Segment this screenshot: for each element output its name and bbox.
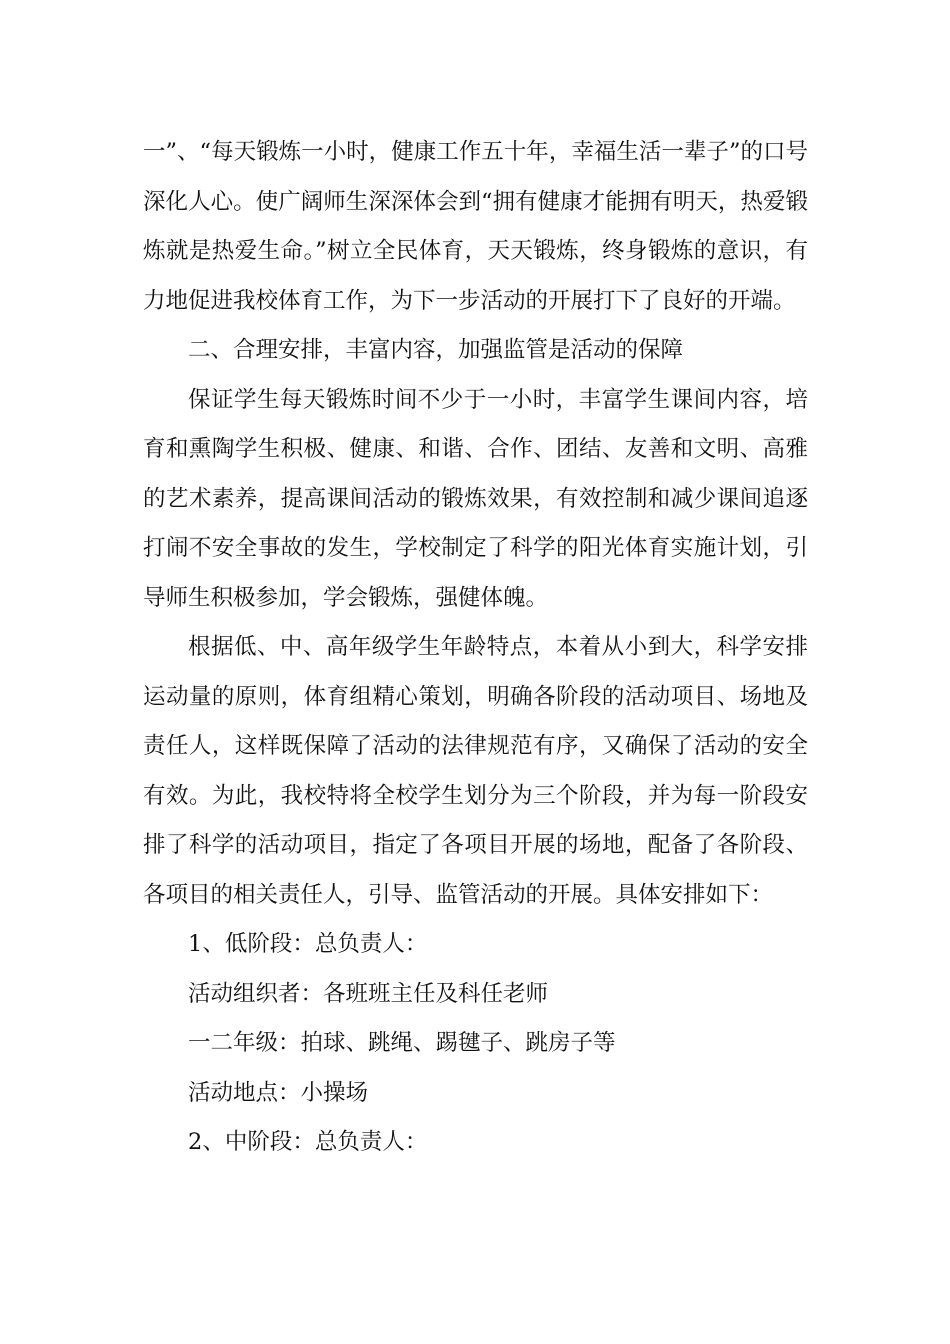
paragraph-arrangement: 根据低、中、高年级学生年龄特点，本着从小到大，科学安排运动量的原则，体育组精心策划，明确各阶段的活动项目、场地及责任人，这样既保障了活动的法律规范有序，又确保了活动的安全有效。为此，我校特将全校学生划分为三个阶段，并为每一阶段安排了科学的活动项目，指定了各项目开展的场地，配备了各阶段、各项目的相关责任人，引导、监管活动的开展。具体安排如下： — [143, 634, 808, 908]
paragraph-purpose: 保证学生每天锻炼时间不少于一小时，丰富学生课间内容，培育和熏陶学生积极、健康、和谐、合作、团结、友善和文明、高雅的艺术素养，提高课间活动的锻炼效果，有效控制和减少课间追逐打闹不安全事故的发生，学校制定了科学的阳光体育实施计划，引导师生积极参加，学会锻炼，强健体魄。 — [143, 386, 808, 611]
list-item-organizer: 活动组织者：各班班主任及科任老师 — [188, 980, 549, 1007]
document-body — [143, 128, 808, 1168]
list-item-low-stage: 1、低阶段：总负责人： — [188, 931, 428, 957]
list-item-mid-stage: 2、中阶段：总负责人： — [188, 1129, 428, 1155]
section-heading: 二、合理安排，丰富内容，加强监管是活动的保障 — [188, 337, 684, 363]
list-item-location: 活动地点：小操场 — [188, 1079, 369, 1106]
paragraph-continuation: 一”、“每天锻炼一小时，健康工作五十年，幸福生活一辈子”的口号深化人心。使广阔师生深深体会到“拥有健康才能拥有明天，热爱锻炼就是热爱生命。”树立全民体育，天天锻炼，终身锻炼的意识，有力地促进我校体育工作，为下一步活动的开展打下了良好的开端。 — [143, 139, 808, 314]
list-item-grade-activities: 一二年级：拍球、跳绳、踢毽子、跳房子等 — [188, 1030, 616, 1056]
